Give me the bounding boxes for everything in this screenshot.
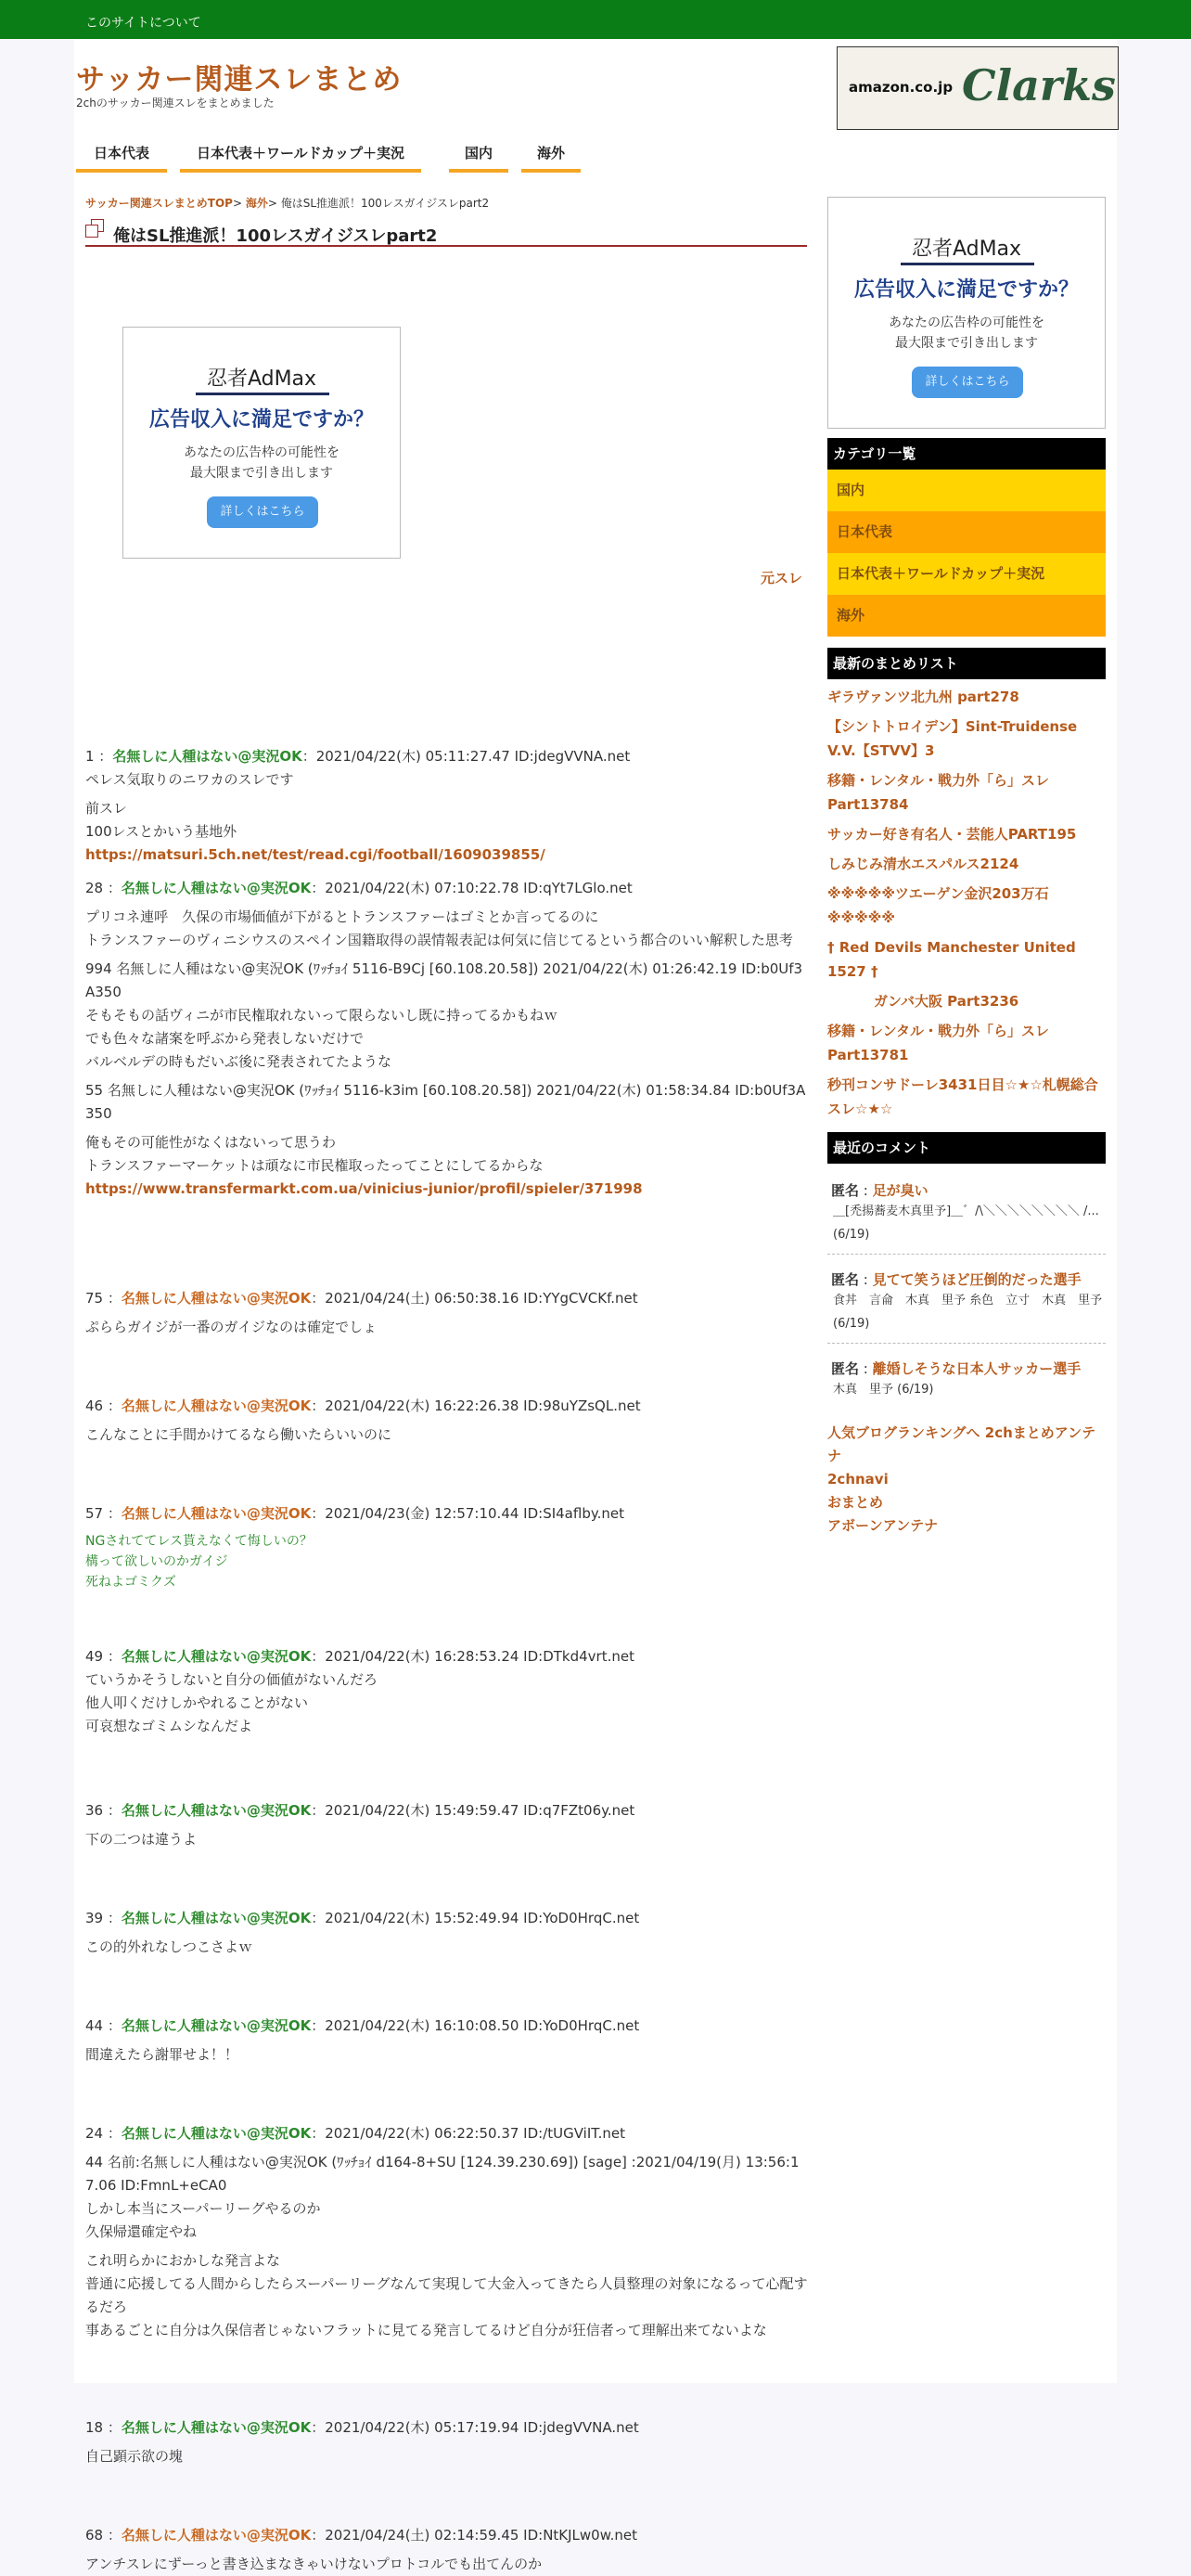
post-header xyxy=(85,1287,809,1310)
post-line: そもそもの話ヴィニが市民権取れないって限らないし既に持ってるかもねｗ xyxy=(85,1007,558,1024)
post-line: 久保帰還確定やね xyxy=(85,2223,198,2240)
post-meta: ：2021/04/22(木) 05:17:19.94 ID:jdegVVNA.net xyxy=(311,2419,639,2436)
post-body xyxy=(85,1668,809,1738)
post-line: 前スレ xyxy=(85,800,128,817)
post-body xyxy=(85,2445,809,2468)
comment-author: 匿名 xyxy=(831,1360,860,1377)
admax-ad-main[interactable] xyxy=(122,327,401,559)
ad-details-button[interactable]: 詳しくはこちら xyxy=(207,496,318,528)
post-number: 24 ： xyxy=(85,2125,122,2142)
ad-text: あなたの広告枠の可能性を xyxy=(889,316,1044,330)
site-description: 2chのサッカー関連スレをまとめました xyxy=(76,97,275,109)
comment-sep: : xyxy=(859,1182,873,1199)
post-header xyxy=(85,2122,809,2145)
post-line: この的外れなしつこさよｗ xyxy=(85,1938,253,1955)
breadcrumb-category[interactable]: 海外 xyxy=(245,197,268,210)
post-line: 100レスとかいう基地外 xyxy=(85,823,237,840)
latest-list-item[interactable]: ガンバ大阪 Part3236 xyxy=(874,993,1019,1010)
post-header xyxy=(85,2015,809,2038)
post-header xyxy=(85,745,809,768)
sidebar xyxy=(827,197,1106,1538)
post-number: 68 ： xyxy=(85,2527,122,2544)
poster-name: 名無しに人種はない@実況OK xyxy=(121,1910,312,1926)
post-number: 28 ： xyxy=(85,880,122,896)
comment-text: 木真 里予 (6/19) xyxy=(833,1383,934,1397)
post-meta: ：2021/04/22(木) 06:22:50.37 ID:/tUGViIT.net xyxy=(311,2125,626,2142)
comment-author: 匿名 xyxy=(831,1271,860,1288)
post-body xyxy=(85,2151,809,2342)
post-body xyxy=(85,1316,809,1339)
nav-item-japan-worldcup[interactable]: 日本代表＋ワールドカップ＋実況 xyxy=(180,137,421,173)
post-number: 46 ： xyxy=(85,1397,122,1414)
post-body xyxy=(85,1936,809,1959)
amazon-logo: amazon.co.jp xyxy=(849,79,954,96)
post-line: ていうかそうしないと自分の価値がないんだろ xyxy=(85,1671,378,1688)
post xyxy=(85,2524,809,2576)
category-japan-worldcup[interactable]: 日本代表＋ワールドカップ＋実況 xyxy=(827,553,1106,595)
post xyxy=(85,2416,809,2468)
post-header xyxy=(85,1645,809,1668)
entry-title: 俺はSL推進派！100レスガイジスレpart2 xyxy=(113,226,438,246)
post-line: プリコネ連呼 久保の市場価値が下がるとトランスファーはゴミとか言ってるのに xyxy=(85,908,599,925)
post xyxy=(85,2015,809,2067)
poster-name: 名無しに人種はない@実況OK xyxy=(121,1505,312,1522)
ad-text: 最大限まで引き出します xyxy=(895,336,1038,351)
post-line: 事あるごとに自分は久保信者じゃないフラットに見てる発言してるけど自分が狂信者って理解出来てないよな xyxy=(85,2322,767,2338)
post-meta: ：2021/04/22(木) 15:52:49.94 ID:YoD0HrqC.net xyxy=(311,1910,640,1926)
nav-item-japan[interactable]: 日本代表 xyxy=(76,137,167,173)
nav-item-domestic[interactable]: 国内 xyxy=(449,137,508,173)
ad-headline: 広告収入に満足ですか？ xyxy=(853,278,1079,302)
category-heading: カテゴリ一覧 xyxy=(827,438,1106,470)
ad-details-button[interactable]: 詳しくはこちら xyxy=(912,367,1023,398)
category-domestic[interactable]: 国内 xyxy=(827,470,1106,511)
poster-name: 名無しに人種はない@実況OK xyxy=(121,880,312,896)
post-link[interactable]: https://www.transfermarkt.com.ua/vinicius-junior/profil/spieler/371998 xyxy=(85,1180,643,1197)
comment-sep: : xyxy=(859,1360,873,1377)
post-meta: ：2021/04/22(木) 05:11:27.47 ID:jdegVVNA.net xyxy=(301,748,631,765)
latest-list-item[interactable]: 移籍・レンタル・戦力外「ら」スレ Part13784 xyxy=(827,772,1050,813)
page-wrapper xyxy=(74,39,1117,2572)
post-header xyxy=(85,2524,809,2547)
post-header xyxy=(85,877,809,900)
post-body xyxy=(85,2553,809,2576)
post xyxy=(85,1645,809,1738)
poster-name: 名無しに人種はない@実況OK xyxy=(112,748,302,765)
about-link[interactable]: このサイトについて xyxy=(85,16,201,31)
post xyxy=(85,1287,809,1339)
comment-article-link[interactable]: 足が臭い xyxy=(872,1182,928,1199)
post-number: 18 ： xyxy=(85,2419,122,2436)
admax-ad-side[interactable] xyxy=(827,197,1106,429)
breadcrumb xyxy=(85,195,489,211)
comment-item xyxy=(827,1175,1106,1255)
header-ad-banner[interactable] xyxy=(837,46,1119,130)
poster-name: 名無しに人種はない@実況OK xyxy=(121,2527,312,2544)
latest-list-item[interactable]: ※※※※※ツエーゲン金沢203万石※※※※※ xyxy=(827,885,1049,926)
post-body xyxy=(85,768,809,867)
post-line: ぷららガイジが一番のガイジなのは確定でしょ xyxy=(85,1319,378,1335)
post-header xyxy=(85,1799,809,1823)
ad-divider xyxy=(901,263,1034,265)
post-line: 他人叩くだけしかやれることがない xyxy=(85,1694,309,1711)
breadcrumb-home[interactable]: サッカー関連スレまとめTOP xyxy=(85,197,233,210)
post-line: 構って欲しいのかガイジ xyxy=(85,1554,228,1569)
latest-list-item[interactable]: † Red Devils Manchester United 1527 † xyxy=(827,939,1076,980)
title-mark-icon xyxy=(85,225,98,238)
ad-headline: 広告収入に満足ですか？ xyxy=(148,408,374,431)
post-header xyxy=(85,1502,809,1526)
post-line: 普通に応援してる人間からしたらスーパーリーグなんて実現して大金入ってきたら人員整理の対象になるって心配するだろ xyxy=(85,2275,808,2315)
post-number: 39 ： xyxy=(85,1910,122,1926)
post-meta: ：2021/04/22(木) 16:28:53.24 ID:DTkd4vrt.net xyxy=(311,1648,634,1665)
poster-name: 名無しに人種はない@実況OK xyxy=(121,1802,312,1819)
post-line: トランスファーのヴィニシウスのスペイン国籍取得の誤情報表記は何気に信じてるという都合のいい解釈した思考 xyxy=(85,932,793,948)
recent-comments xyxy=(827,1175,1106,1409)
post-meta: ：2021/04/22(木) 16:22:26.38 ID:98uYZsQL.net xyxy=(311,1397,641,1414)
post-line: 44 名前:名無しに人種はない@実況OK (ﾜｯﾁｮｲ d164-8+SU [124.39.230.69]) [sage] :2021/04/19(月) 13:56:17.06 ID:FmnL+eCA0 xyxy=(85,2154,800,2194)
post-line: 55 名無しに人種はない@実況OK (ﾜｯﾁｮｲ 5116-k3im [60.108.20.58]) 2021/04/22(木) 01:58:34.84 ID:b0Uf3A350 xyxy=(85,1082,806,1122)
comment-article-link[interactable]: 離婚しそうな日本人サッカー選手 xyxy=(872,1360,1082,1377)
post-header xyxy=(85,2416,809,2440)
poster-name: 名無しに人種はない@実況OK xyxy=(121,1648,312,1665)
post-meta: ：2021/04/23(金) 12:57:10.44 ID:SI4aflby.net xyxy=(311,1505,624,1522)
comment-text: ＿[禿揚蕎麦木真里予]＿゛/\＼＼＼＼＼＼＼＼ /... (6/19) xyxy=(833,1204,1099,1242)
post-line: これ明らかにおかしな発言よな xyxy=(85,2252,281,2269)
latest-list-item[interactable]: 秒刊コンサドーレ3431日目☆★☆札幌総合スレ☆★☆ xyxy=(827,1076,1098,1117)
breadcrumb-sep: > xyxy=(267,197,281,210)
post xyxy=(85,1395,809,1447)
poster-name: 名無しに人種はない@実況OK xyxy=(121,1397,312,1414)
latest-list-item[interactable]: 移籍・レンタル・戦力外「ら」スレ Part13781 xyxy=(827,1023,1050,1063)
post xyxy=(85,1502,809,1592)
comment-item xyxy=(827,1264,1106,1344)
post-number: 57 ： xyxy=(85,1505,122,1522)
ranking-link[interactable]: 人気ブログランキングへ 2chまとめアンテナ xyxy=(827,1424,1096,1464)
clarks-logo: Clarks xyxy=(962,60,1116,110)
post-number: 1 ： xyxy=(85,748,113,765)
post-line: NGされててレス貰えなくて悔しいの？ xyxy=(85,1534,313,1549)
category-japan[interactable]: 日本代表 xyxy=(827,511,1106,553)
post-meta: ：2021/04/22(木) 15:49:59.47 ID:q7FZt06y.net xyxy=(311,1802,635,1819)
post-line: ペレス気取りのニワカのスレです xyxy=(85,771,294,788)
poster-name: 名無しに人種はない@実況OK xyxy=(121,2017,312,2034)
ad-text: 最大限まで引き出します xyxy=(190,466,333,481)
ad-brand: 忍者AdMax xyxy=(206,367,317,391)
breadcrumb-current: 俺はSL推進派！100レスガイジスレpart2 xyxy=(280,197,490,210)
post-line: 下の二つは違うよ xyxy=(85,1831,198,1848)
comment-sep: : xyxy=(859,1271,873,1288)
nav-item-overseas[interactable]: 海外 xyxy=(521,137,581,173)
post-line: でも色々な諸案を呼ぶから発表しないだけで xyxy=(85,1030,365,1047)
post-line: 俺もその可能性がなくはないって思うわ xyxy=(85,1134,337,1151)
site-title[interactable]: サッカー関連スレまとめ xyxy=(76,63,403,97)
top-bar xyxy=(0,0,1191,39)
breadcrumb-sep: > xyxy=(232,197,246,210)
comment-article-link[interactable]: 見てて笑うほど圧倒的だった選手 xyxy=(872,1271,1082,1288)
ad-text: あなたの広告枠の可能性を xyxy=(184,445,339,460)
comment-item xyxy=(827,1353,1106,1409)
post-body xyxy=(85,906,809,1201)
post-body xyxy=(85,2043,809,2067)
poster-name: 名無しに人種はない@実況OK xyxy=(121,1290,312,1307)
post-line: 死ねよゴミクズ xyxy=(85,1575,176,1590)
post-body xyxy=(85,1531,809,1592)
ad-divider xyxy=(196,393,329,395)
post xyxy=(85,1799,809,1851)
post-number: 49 ： xyxy=(85,1648,122,1665)
comment-text: 食丼 言侖 木真 里予 糸色 立寸 木真 里予 (6/19) xyxy=(833,1294,1103,1331)
latest-list-heading: 最新のまとめリスト xyxy=(827,648,1106,679)
post-number: 36 ： xyxy=(85,1802,122,1819)
post-line: こんなことに手間かけてるなら働いたらいいのに xyxy=(85,1426,392,1443)
latest-list-item[interactable]: 【シントトロイデン】Sint-Truidense V.V.【STVV】3 xyxy=(827,718,1078,759)
antenna-links xyxy=(827,1422,1106,1538)
post-line: 間違えたら謝罪せよ！！ xyxy=(85,2046,239,2063)
recent-comments-heading: 最近のコメント xyxy=(827,1132,1106,1164)
antenna-link[interactable]: おまとめ xyxy=(827,1494,884,1511)
post-meta: ：2021/04/22(木) 16:10:08.50 ID:YoD0HrqC.net xyxy=(311,2017,640,2034)
antenna-link[interactable]: アボーンアンテナ xyxy=(827,1517,939,1534)
latest-list-item[interactable]: しみじみ清水エスパルス2124 xyxy=(827,856,1019,872)
latest-list xyxy=(827,685,1106,1121)
post-body xyxy=(85,1828,809,1851)
post-header xyxy=(85,1907,809,1930)
post-meta: ：2021/04/24(土) 02:14:59.45 ID:NtKJLw0w.net xyxy=(311,2527,638,2544)
post-line: 994 名無しに人種はない@実況OK (ﾜｯﾁｮｲ 5116-B9Cj [60.108.20.58]) 2021/04/22(木) 01:26:42.19 ID:b0Uf3A350 xyxy=(85,960,803,1000)
post-line: 可哀想なゴミムシなんだよ xyxy=(85,1718,253,1734)
post-meta: ：2021/04/22(木) 07:10:22.78 ID:qYt7LGlo.net xyxy=(311,880,633,896)
post-link[interactable]: https://matsuri.5ch.net/test/read.cgi/football/1609039855/ xyxy=(85,846,545,863)
ad-brand: 忍者AdMax xyxy=(911,238,1022,261)
post-number: 44 ： xyxy=(85,2017,122,2034)
latest-list-item[interactable]: ギラヴァンツ北九州 part278 xyxy=(827,689,1019,705)
post xyxy=(85,2122,809,2342)
post-line: アンチスレにずーっと書き込まなきゃいけないプロトコルでも出てんのか xyxy=(85,2556,543,2572)
antenna-link[interactable]: 2chnavi xyxy=(827,1471,889,1488)
post-header xyxy=(85,1395,809,1418)
source-thread-link[interactable]: 元スレ xyxy=(761,570,803,586)
poster-name: 名無しに人種はない@実況OK xyxy=(121,2419,312,2436)
post xyxy=(85,745,809,867)
post-line: トランスファーマーケットは頑なに市民権取ったってことにしてるからな xyxy=(85,1157,544,1174)
post-line: しかし本当にスーパーリーグやるのか xyxy=(85,2200,321,2217)
latest-list-item[interactable]: サッカー好き有名人・芸能人PART195 xyxy=(827,826,1077,843)
post-number: 75 ： xyxy=(85,1290,122,1307)
entry-title-bar xyxy=(85,215,807,247)
category-overseas[interactable]: 海外 xyxy=(827,595,1106,637)
poster-name: 名無しに人種はない@実況OK xyxy=(121,2125,312,2142)
post-body xyxy=(85,1423,809,1447)
post-meta: ：2021/04/24(土) 06:50:38.16 ID:YYgCVCKf.net xyxy=(311,1290,638,1307)
post-line: 自己顕示欲の塊 xyxy=(85,2448,184,2465)
post xyxy=(85,1907,809,1959)
post-line: バルベルデの時もだいぶ後に発表されてたような xyxy=(85,1053,392,1070)
comment-author: 匿名 xyxy=(831,1182,860,1199)
post xyxy=(85,877,809,1201)
